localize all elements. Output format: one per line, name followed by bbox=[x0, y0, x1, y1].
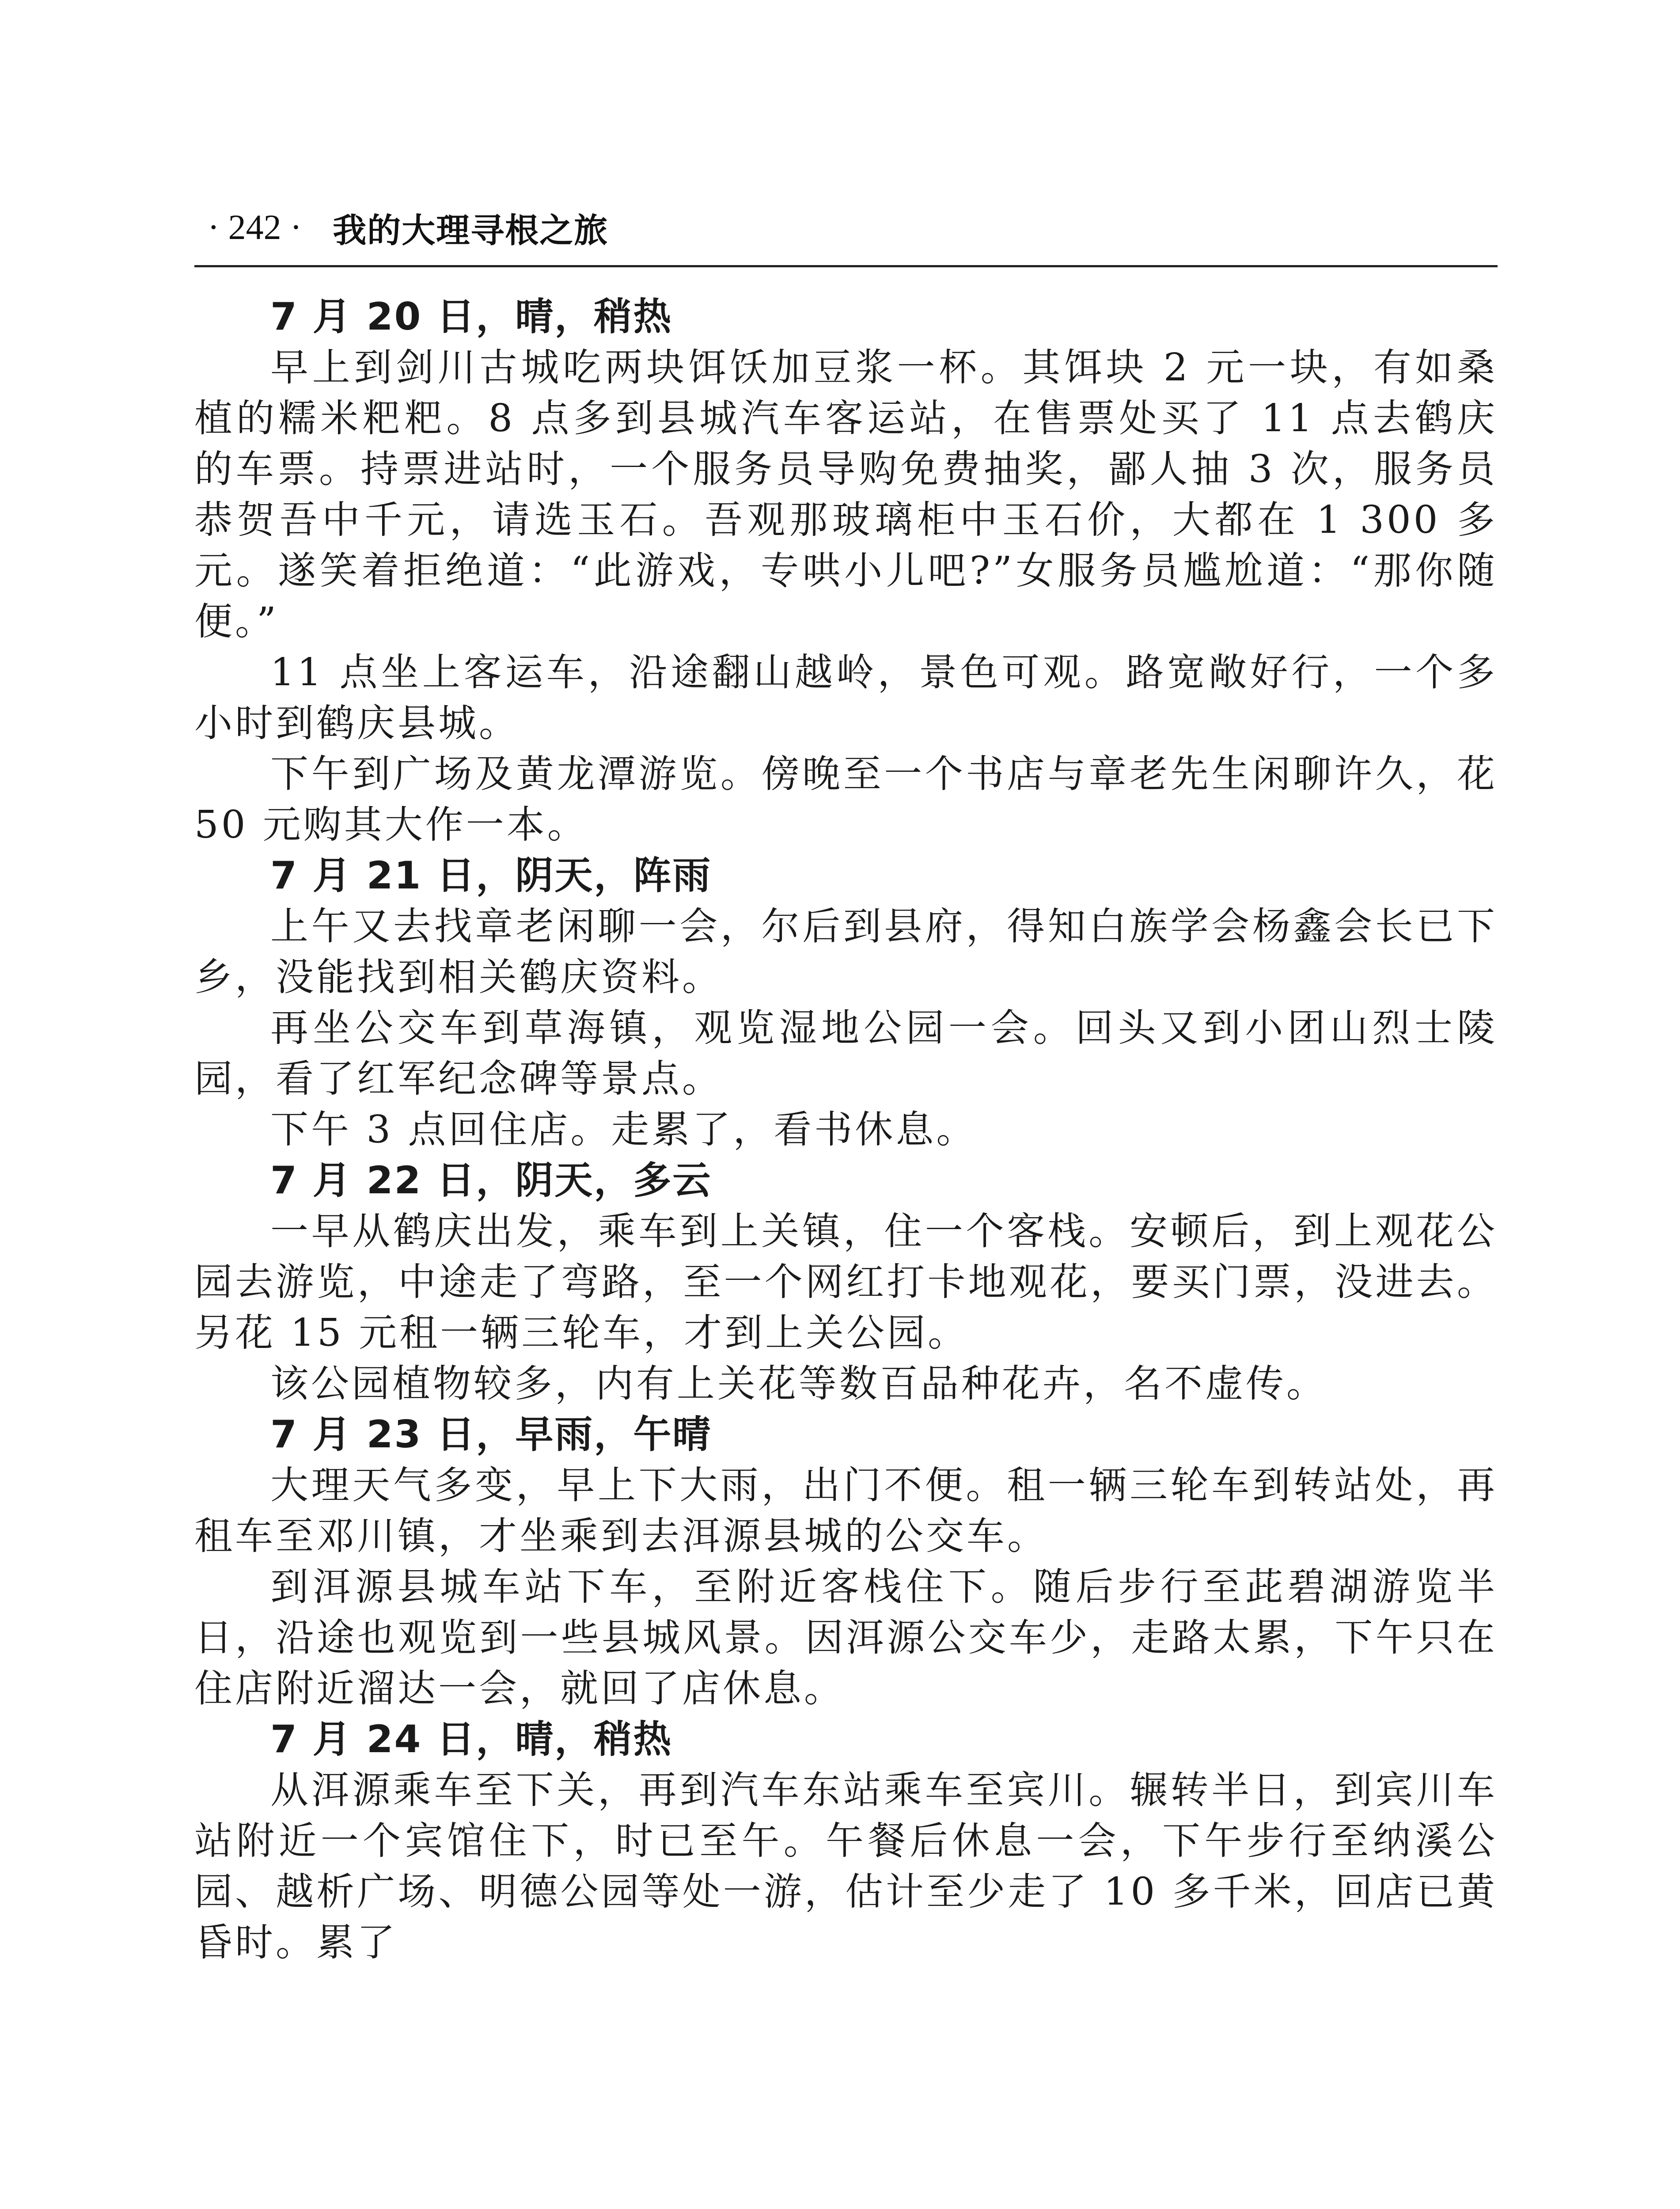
paragraph: 从洱源乘车至下关，再到汽车东站乘车至宾川。辗转半日，到宾川车站附近一个宾馆住下，时已至午。午餐后休息一会，下午步行至纳溪公园、越析广场、明德公园等处一游，估计至少走了 10 多千米，回店已黄昏时。累了 bbox=[194, 1768, 1498, 1965]
paragraph: 早上到剑川古城吃两块饵饫加豆浆一杯。其饵块 2 元一块，有如桑植的糯米粑粑。8 点多到县城汽车客运站，在售票处买了 11 点去鹤庆的车票。持票进站时，一个服务员导购免费抽奖，鄙人抽 3 次，服务员恭贺吾中千元，请选玉石。吾观那玻璃柜中玉石价，大都在 1 300 多元。遂笑着拒绝道：“此游戏，专哄小儿吧?”女服务员尴尬道：“那你随便。” bbox=[194, 345, 1498, 644]
diary-entry-heading: 7 月 23 日，早雨，午晴 bbox=[270, 1412, 712, 1457]
book-title: 我的大理寻根之旅 bbox=[333, 210, 609, 250]
paragraph: 下午到广场及黄龙潭游览。傍晚至一个书店与章老先生闲聊许久，花 50 元购其大作一本。 bbox=[194, 752, 1498, 847]
body-text bbox=[194, 292, 1498, 1968]
paragraph: 到洱源县城车站下车，至附近客栈住下。随后步行至茈碧湖游览半日，沿途也观览到一些县城风景。因洱源公交车少，走路太累，下午只在住店附近溜达一会，就回了店休息。 bbox=[194, 1565, 1498, 1711]
diary-entry-heading: 7 月 22 日，阴天，多云 bbox=[270, 1158, 712, 1203]
paragraph: 下午 3 点回住店。走累了，看书休息。 bbox=[270, 1108, 977, 1152]
header-rule bbox=[194, 265, 1498, 267]
running-header bbox=[208, 201, 608, 254]
paragraph: 大理天气多变，早上下大雨，出门不便。租一辆三轮车到转站处，再租车至邓川镇，才坐乘到去洱源县城的公交车。 bbox=[194, 1463, 1498, 1558]
diary-entry-heading: 7 月 24 日，晴，稍热 bbox=[270, 1717, 673, 1761]
diary-entry-heading: 7 月 21 日，阴天，阵雨 bbox=[270, 854, 712, 898]
paragraph: 11 点坐上客运车，沿途翻山越岭，景色可观。路宽敞好行，一个多小时到鹤庆县城。 bbox=[194, 650, 1498, 745]
paragraph: 该公园植物较多，内有上关花等数百品种花卉，名不虚传。 bbox=[270, 1362, 1327, 1406]
paragraph: 再坐公交车到草海镇，观览湿地公园一会。回头又到小团山烈士陵园，看了红军纪念碑等景点。 bbox=[194, 1006, 1498, 1101]
page-number: · 242 · bbox=[208, 208, 302, 247]
paragraph: 上午又去找章老闲聊一会，尔后到县府，得知白族学会杨鑫会长已下乡，没能找到相关鹤庆资料。 bbox=[194, 904, 1498, 999]
paragraph: 一早从鹤庆出发，乘车到上关镇，住一个客栈。安顿后，到上观花公园去游览，中途走了弯路，至一个网红打卡地观花，要买门票，没进去。另花 15 元租一辆三轮车，才到上关公园。 bbox=[194, 1209, 1498, 1355]
diary-entry-heading: 7 月 20 日，晴，稍热 bbox=[270, 295, 673, 339]
